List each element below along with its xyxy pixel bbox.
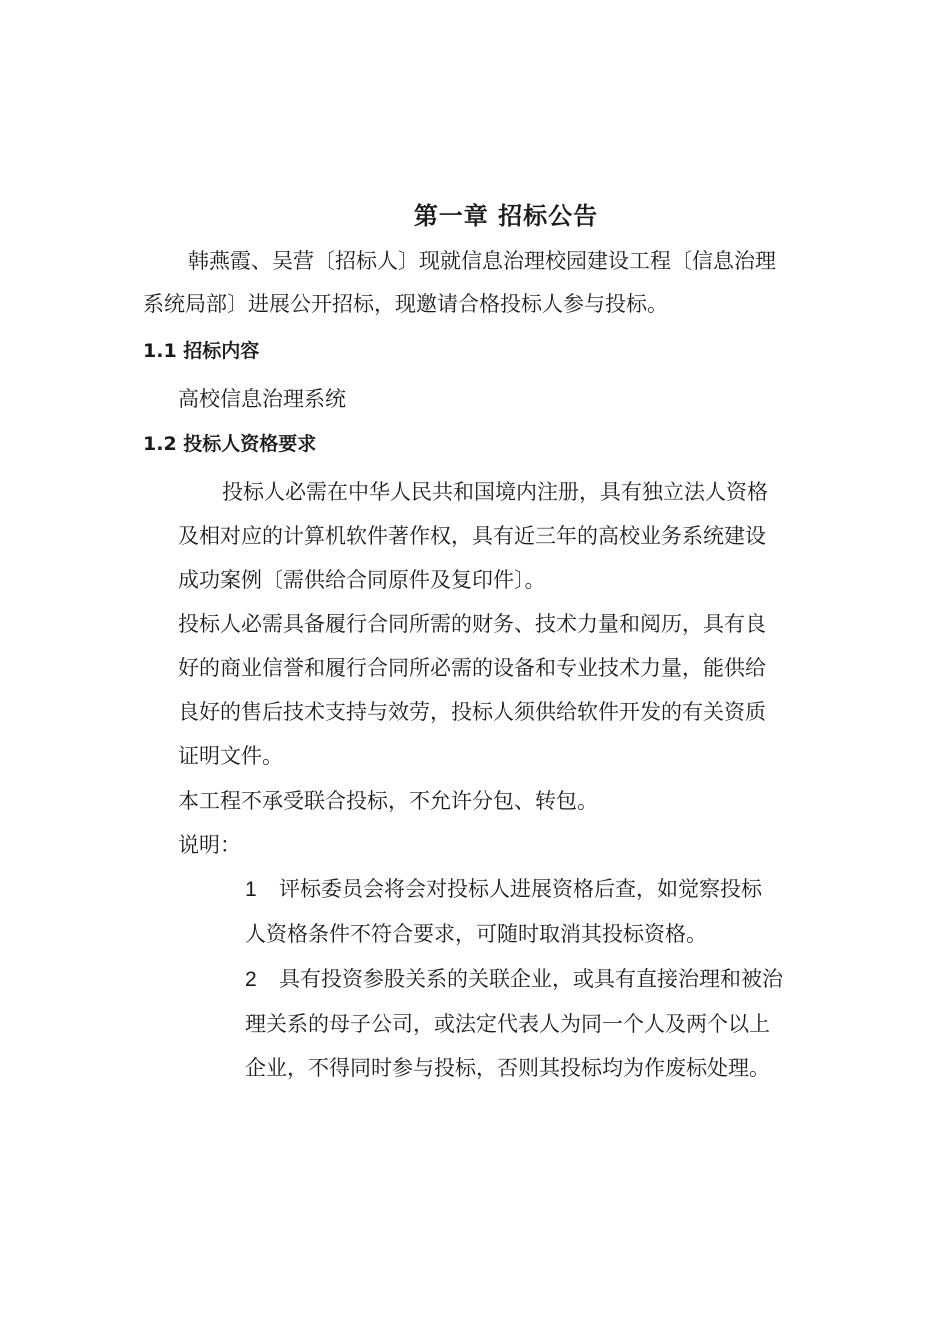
note-text: 具有投资参股关系的关联企业，或具有直接治理和被治 [279, 967, 783, 991]
para3-line: 本工程不承受联合投标，不允许分包、转包。 [178, 789, 598, 813]
intro-line-1: 韩燕霞、吴营〔招标人〕现就信息治理校园建设工程〔信息治理 [188, 249, 776, 273]
para2-line-1: 投标人必需具备履行合同所需的财务、技术力量和阅历，具有良 [178, 612, 766, 636]
intro-line-2: 系统局部〕进展公开招标，现邀请合格投标人参与投标。 [143, 292, 668, 316]
para1-line-1: 投标人必需在中华人民共和国境内注册，具有独立法人资格 [222, 480, 768, 504]
note-2-line-3: 企业，不得同时参与投标，否则其投标均为作废标处理。 [245, 1056, 770, 1080]
chapter-title: 第一章 招标公告 [413, 202, 599, 230]
note-text: 评标委员会将会对投标人进展资格后查，如觉察投标 [279, 877, 762, 901]
note-label: 说明： [178, 833, 241, 857]
note-number: 1 [245, 878, 257, 901]
note-1-line-2: 人资格条件不符合要求，可随时取消其投标资格。 [245, 922, 707, 946]
note-item-2 [245, 964, 783, 995]
section-1-1-text: 高校信息治理系统 [178, 387, 346, 411]
note-item-1 [245, 874, 762, 905]
note-number: 2 [245, 968, 257, 991]
para1-line-3: 成功案例〔需供给合同原件及复印件〕。 [178, 568, 546, 592]
note-2-line-2: 理关系的母子公司，或法定代表人为同一个人及两个以上 [245, 1012, 770, 1036]
para2-line-2: 好的商业信誉和履行合同所必需的设备和专业技术力量，能供给 [178, 656, 766, 680]
section-heading-1-2: 1.2 投标人资格要求 [143, 433, 317, 455]
para1-line-2: 及相对应的计算机软件著作权，具有近三年的高校业务系统建设 [178, 524, 766, 548]
section-heading-1-1: 1.1 招标内容 [143, 340, 260, 362]
para2-line-4: 证明文件。 [178, 744, 283, 768]
para2-line-3: 良好的售后技术支持与效劳，投标人须供给软件开发的有关资质 [178, 700, 766, 724]
